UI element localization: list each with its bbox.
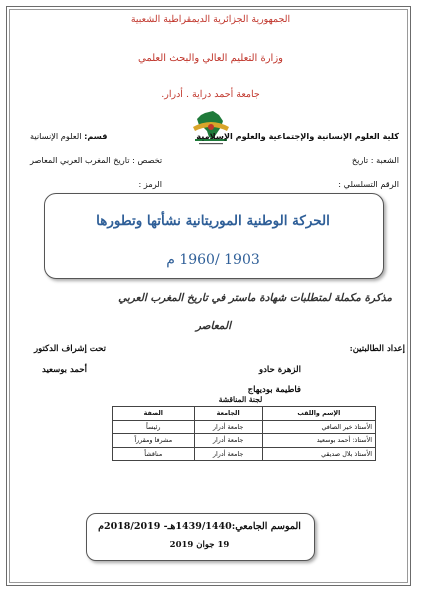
thesis-title: الحركة الوطنية الموريتانية نشأتها وتطورها <box>96 213 330 229</box>
table-row <box>113 447 376 461</box>
member-role: مناقشاً <box>113 447 195 461</box>
column-header: الصفة <box>113 407 195 421</box>
column-header: الإسم واللقب <box>262 407 375 421</box>
code-label: الرمز : <box>138 179 162 189</box>
specialty <box>30 155 162 165</box>
student-name: فاطيمة بوديهاج <box>247 385 301 395</box>
university-name: جامعة أحمد دراية . أدرار. <box>161 89 260 100</box>
ministry-name: وزارة التعليم العالي والبحث العلمي <box>138 53 283 64</box>
member-name: الأستاذ خير الصافي <box>262 420 375 434</box>
member-university: جامعة أدرار <box>194 434 262 448</box>
member-role: رئيساً <box>113 420 195 434</box>
member-name: الأستاذ: أحمد بوسعيد <box>262 434 375 448</box>
department-label: قسم: <box>84 131 108 141</box>
supervisor-label: تحت إشراف الدكتور <box>34 344 106 354</box>
table-row <box>113 420 376 434</box>
prepared-by-label: إعداد الطالبتين: <box>349 344 405 354</box>
academic-season: الموسم الجامعي:1439/1440هـ- 2018/2019م <box>98 521 301 532</box>
university-logo-icon <box>183 109 239 147</box>
column-header: الجامعة <box>194 407 262 421</box>
specialty-value: تاريخ المغرب العربي المعاصر <box>30 155 130 165</box>
department <box>30 131 108 141</box>
student-name: الزهرة حادو <box>259 365 301 375</box>
member-role: مشرفا ومقرراً <box>113 434 195 448</box>
branch <box>352 155 399 165</box>
member-name: الأستاذ بلال صديقي <box>262 447 375 461</box>
degree-statement-continued: المعاصر <box>195 320 231 332</box>
defense-date: 19 جوان 2019 <box>169 540 230 550</box>
member-university: جامعة أدرار <box>194 447 262 461</box>
branch-value: تاريخ <box>351 155 369 165</box>
faculty-name: كلية العلوم الإنسانية والإجتماعية والعلوم الإسلامية <box>196 131 399 141</box>
table-row <box>113 434 376 448</box>
branch-label: الشعبة : <box>370 155 399 165</box>
department-value: العلوم الإنسانية <box>30 131 82 141</box>
table-header-row <box>113 407 376 421</box>
specialty-label: تخصص : <box>132 155 163 165</box>
thesis-years: 1903 /1960 م <box>166 252 260 268</box>
committee-table <box>112 406 376 461</box>
degree-statement: مذكرة مكملة لمتطلبات شهادة ماستر في تاريخ المغرب العربي <box>118 292 392 304</box>
supervisor-name: أحمد بوسعيد <box>42 365 87 375</box>
member-university: جامعة أدرار <box>194 420 262 434</box>
serial-number-label: الرقم التسلسلي : <box>338 179 399 189</box>
republic-name: الجمهورية الجزائرية الديمقراطية الشعبية <box>130 14 291 25</box>
committee-title: لجنة المناقشة <box>218 395 263 404</box>
